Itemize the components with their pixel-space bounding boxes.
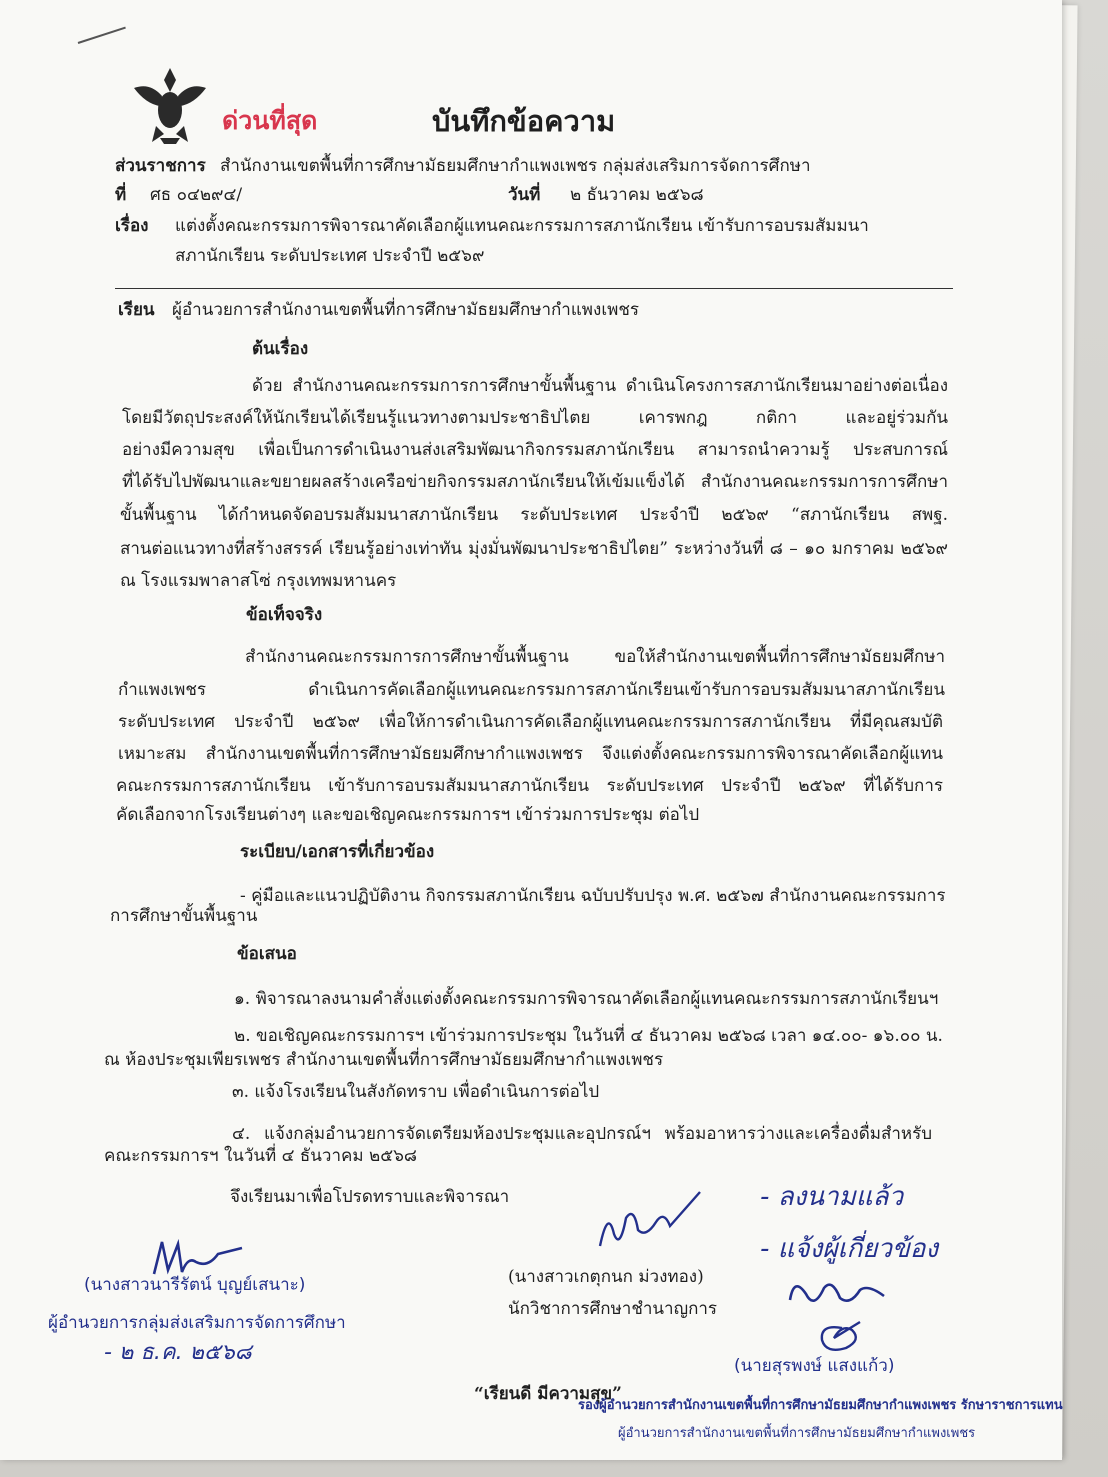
handwritten-note: - ลงนามแล้ว	[760, 1182, 904, 1212]
garuda-emblem-icon	[130, 62, 210, 144]
section-heading: ข้อเสนอ	[237, 944, 297, 964]
handwritten-date: - ๒ ธ.ค. ๒๕๖๘	[104, 1340, 252, 1365]
stamp-line: ผู้อำนวยการสำนักงานเขตพื้นที่การศึกษามัธยมศึกษากำแพงเพชร	[618, 1426, 976, 1441]
proposal-item: ๒. ขอเชิญคณะกรรมการฯ เข้าร่วมการประชุม ในวันที่ ๔ ธันวาคม ๒๕๖๘ เวลา ๑๔.๐๐- ๑๖.๐๐ น.	[234, 1026, 943, 1046]
officer-signature-icon	[590, 1188, 710, 1258]
memo-title: บันทึกข้อความ	[432, 104, 616, 138]
to-value: ผู้อำนวยการสำนักงานเขตพื้นที่การศึกษามัธยมศึกษากำแพงเพชร	[172, 300, 640, 320]
to-label: เรียน	[118, 300, 155, 320]
section-heading: ต้นเรื่อง	[252, 339, 309, 359]
proposal-item: ณ ห้องประชุมเพียรเพชร สำนักงานเขตพื้นที่การศึกษามัธยมศึกษากำแพงเพชร	[104, 1050, 664, 1070]
proposal-item: ๑. พิจารณาลงนามคำสั่งแต่งตั้งคณะกรรมการพิจารณาคัดเลือกผู้แทนคณะกรรมการสภานักเรียนฯ	[234, 989, 939, 1009]
header-divider	[115, 288, 953, 289]
body-line: ระดับประเทศ ประจำปี ๒๕๖๙ เพื่อให้การดำเนินการคัดเลือกผู้แทนคณะกรรมการสภานักเรียน ที่มีคุณสมบัติ	[118, 712, 943, 732]
subject-label: เรื่อง	[115, 216, 149, 236]
body-line: เหมาะสม สำนักงานเขตพื้นที่การศึกษามัธยมศึกษากำแพงเพชร จึงแต่งตั้งคณะกรรมการพิจารณาคัดเลือกผู้แทน	[118, 744, 943, 764]
proposal-item: ๓. แจ้งโรงเรียนในสังกัดทราบ เพื่อดำเนินการต่อไป	[232, 1082, 600, 1102]
agency-value: สำนักงานเขตพื้นที่การศึกษามัธยมศึกษากำแพงเพชร กลุ่มส่งเสริมการจัดการศึกษา	[220, 156, 811, 176]
slogan: “เรียนดี มีความสุข”	[474, 1384, 622, 1404]
body-line: กำแพงเพชร ดำเนินการคัดเลือกผู้แทนคณะกรรมการสภานักเรียนเข้ารับการอบรมสัมมนาสภานักเรียน	[118, 680, 945, 700]
section-heading: ข้อเท็จจริง	[246, 605, 323, 625]
urgency-label: ด่วนที่สุด	[222, 106, 318, 135]
agency-label: ส่วนราชการ	[115, 156, 206, 176]
director-initial-icon	[812, 1318, 868, 1358]
body-line: คัดเลือกจากโรงเรียนต่างๆ และขอเชิญคณะกรรมการฯ เข้าร่วมการประชุม ต่อไป	[116, 805, 700, 825]
ref-value: ศธ ๐๔๒๙๔/	[150, 185, 243, 205]
body-line: - คู่มือและแนวปฏิบัติงาน กิจกรรมสภานักเรียน ฉบับปรับปรุง พ.ศ. ๒๕๖๗ สำนักงานคณะกรรมการ	[240, 886, 946, 906]
date-value: ๒ ธันวาคม ๒๕๖๘	[570, 185, 704, 205]
left-signer-name: (นางสาวนารีรัตน์ บุญย์เสนาะ)	[84, 1275, 306, 1295]
body-line: โดยมีวัตถุประสงค์ให้นักเรียนได้เรียนรู้แนวทางตามประชาธิปไตย เคารพกฎ กติกา และอยู่ร่วมกัน	[122, 408, 948, 428]
subject-line: สภานักเรียน ระดับประเทศ ประจำปี ๒๕๖๙	[175, 246, 485, 266]
pencil-mark	[78, 27, 126, 44]
date-label: วันที่	[508, 185, 541, 205]
subject-line: แต่งตั้งคณะกรรมการพิจารณาคัดเลือกผู้แทนคณะกรรมการสภานักเรียน เข้ารับการอบรมสัมมนา	[175, 216, 869, 236]
body-line: สานต่อแนวทางที่สร้างสรรค์ เรียนรู้อย่างเท่าทัน มุ่งมั่นพัฒนาประชาธิปไตย” ระหว่างวันที่ ๘ – ๑๐ มกราคม ๒๕๖๙	[120, 539, 948, 559]
closing-line: จึงเรียนมาเพื่อโปรดทราบและพิจารณา	[230, 1187, 510, 1207]
body-line: อย่างมีความสุข เพื่อเป็นการดำเนินงานส่งเสริมพัฒนากิจกรรมสภานักเรียน สามารถนำความรู้ ประสบการณ์	[122, 440, 948, 460]
body-line: ณ โรงแรมพาลาสโซ่ กรุงเทพมหานคร	[120, 571, 397, 591]
stamp-line: รองผู้อำนวยการสำนักงานเขตพื้นที่การศึกษามัธยมศึกษากำแพงเพชร รักษาราชการแทน	[578, 1398, 1063, 1413]
body-line: คณะกรรมการสภานักเรียน เข้ารับการอบรมสัมมนาสภานักเรียน ระดับประเทศ ประจำปี ๒๕๖๙ ที่ได้รับการ	[116, 776, 943, 796]
body-line: ขั้นพื้นฐาน ได้กำหนดจัดอบรมสัมมนาสภานักเรียน ระดับประเทศ ประจำปี ๒๕๖๙ “สภานักเรียน สพฐ.	[120, 505, 948, 525]
body-line: ที่ได้รับไปพัฒนาและขยายผลสร้างเครือข่ายกิจกรรมสภานักเรียนให้เข้มแข็งได้ สำนักงานคณะกรรมการการศึกษา	[122, 472, 948, 492]
body-line: ด้วย สำนักงานคณะกรรมการการศึกษาขั้นพื้นฐาน ดำเนินโครงการสภานักเรียนมาอย่างต่อเนื่อง	[252, 376, 948, 396]
director-name: (นายสุรพงษ์ แสงแก้ว)	[734, 1356, 895, 1376]
director-signature-icon	[784, 1270, 894, 1320]
officer-position: นักวิชาการศึกษาชำนาญการ	[508, 1299, 718, 1319]
proposal-item: คณะกรรมการฯ ในวันที่ ๔ ธันวาคม ๒๕๖๘	[104, 1146, 417, 1166]
section-heading: ระเบียบ/เอกสารที่เกี่ยวข้อง	[240, 842, 435, 862]
left-signer-position: ผู้อำนวยการกลุ่มส่งเสริมการจัดการศึกษา	[48, 1313, 346, 1333]
handwritten-note: - แจ้งผู้เกี่ยวข้อง	[760, 1234, 939, 1264]
proposal-item: ๔. แจ้งกลุ่มอำนวยการจัดเตรียมห้องประชุมและอุปกรณ์ฯ พร้อมอาหารว่างและเครื่องดื่มสำหรับ	[232, 1124, 932, 1144]
ref-label: ที่	[115, 185, 127, 205]
body-line: การศึกษาขั้นพื้นฐาน	[110, 906, 258, 926]
officer-name: (นางสาวเกตุกนก ม่วงทอง)	[508, 1267, 704, 1287]
body-line: สำนักงานคณะกรรมการการศึกษาขั้นพื้นฐาน ขอให้สำนักงานเขตพื้นที่การศึกษามัธยมศึกษา	[245, 647, 945, 667]
